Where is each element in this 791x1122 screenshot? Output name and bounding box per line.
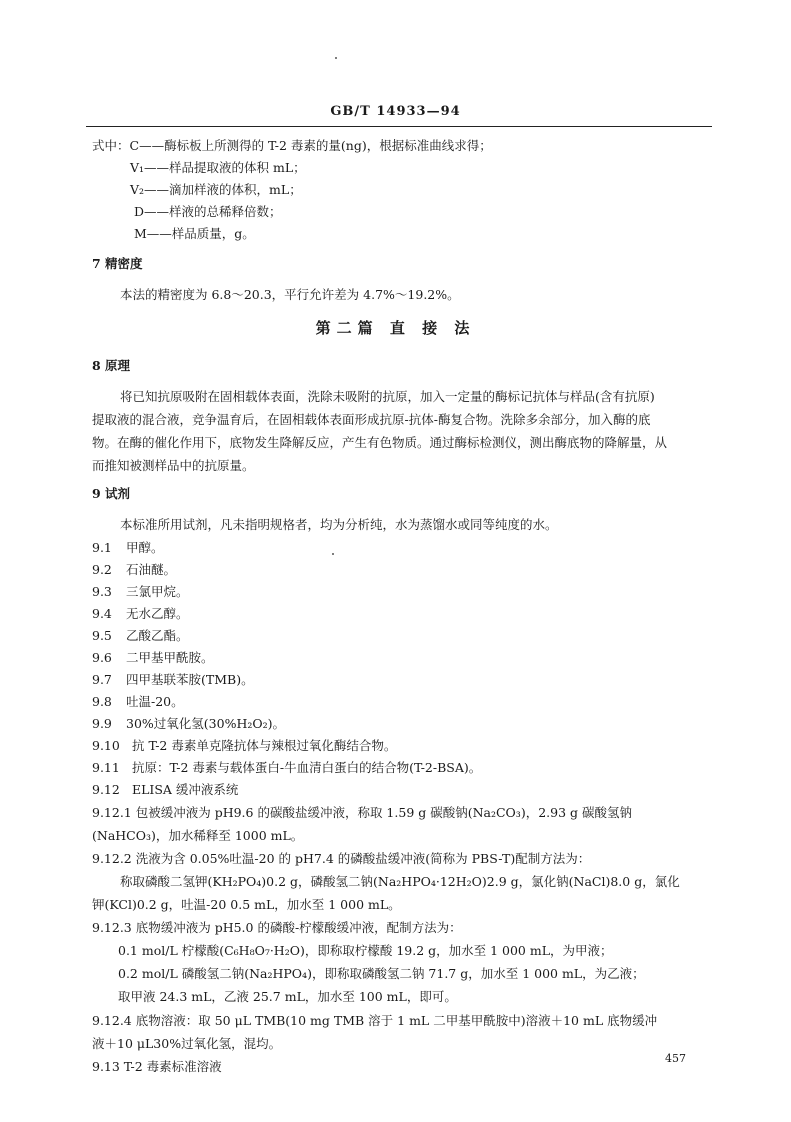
reagent-item: 9.4 无水乙醇。 [92,606,189,621]
reagent-item: 9.10 抗 T-2 毒素单克隆抗体与辣根过氧化酶结合物。 [92,738,397,753]
part-title: 第二篇 直 接 法 [315,319,476,337]
section-8-heading: 8 原理 [92,358,131,373]
reagent-item: 9.2 石油醚。 [92,562,177,577]
reagent-item: 9.11 抗原：T-2 毒素与载体蛋白-牛血清白蛋白的结合物(T-2-BSA)。 [92,760,482,775]
page-number: 457 [665,1052,686,1065]
reagent-item: 9.8 吐温-20。 [92,694,184,709]
reagent-item: 9.1 甲醇。 [92,540,164,555]
subsection-9-13: 9.13 T-2 毒素标准溶液 [92,1059,222,1074]
section-8-line: 而推知被测样品中的抗原量。 [92,458,255,473]
subsection-9-12-3: 9.12.3 底物缓冲液为 pH5.0 的磷酸-柠檬酸缓冲液，配制方法为： [92,920,462,935]
reagent-item: 9.6 二甲基甲酰胺。 [92,650,214,665]
formula-var-v2: V₂——滴加样液的体积，mL； [130,182,302,197]
subsection-9-12-2: 9.12.2 洗液为含 0.05%吐温-20 的 pH7.4 的磷酸盐缓冲液(简称为 PBS-T)配制方法为： [92,851,591,866]
subsection-9-12-1: 9.12.1 包被缓冲液为 pH9.6 的碳酸盐缓冲液，称取 1.59 g 碳酸钠(Na₂CO₃)，2.93 g 碳酸氢钠 [92,805,632,820]
section-7-heading: 7 精密度 [92,256,143,271]
scan-speck [332,553,334,555]
formula-var-d: D——样液的总稀释倍数； [134,204,282,219]
reagent-item: 9.7 四甲基联苯胺(TMB)。 [92,672,254,687]
section-8-line: 物。在酶的催化作用下，底物发生降解反应，产生有色物质。通过酶标检测仪，测出酶底物的降解量，从 [92,435,668,450]
section-8-line: 提取液的混合液，竞争温育后，在固相载体表面形成抗原-抗体-酶复合物。洗除多余部分，加入酶的底 [92,412,651,427]
section-9-intro: 本标准所用试剂，凡未指明规格者，均为分析纯，水为蒸馏水或同等纯度的水。 [120,517,558,532]
scan-speck [335,57,337,59]
subsection-9-12-2: 称取磷酸二氢钾(KH₂PO₄)0.2 g，磷酸氢二钠(Na₂HPO₄·12H₂O)2.9 g，氯化钠(NaCl)8.0 g，氯化 [120,874,680,889]
reagent-item: 9.12 ELISA 缓冲液系统 [92,782,239,797]
subsection-9-12-3: 0.2 mol/L 磷酸氢二钠(Na₂HPO₄)，即称取磷酸氢二钠 71.7 g，加水至 1 000 mL，为乙液； [118,966,645,981]
formula-intro: 式中：C——酶标板上所测得的 T-2 毒素的量(ng)，根据标准曲线求得； [92,138,492,153]
standard-code-header: GB/T 14933—94 [330,104,461,119]
formula-var-m: M——样品质量，g。 [134,226,255,241]
reagent-item: 9.5 乙酸乙酯。 [92,628,189,643]
subsection-9-12-1: (NaHCO₃)，加水稀释至 1000 mL。 [92,828,304,843]
section-7-text: 本法的精密度为 6.8～20.3，平行允许差为 4.7%～19.2%。 [120,287,460,302]
section-9-heading: 9 试剂 [92,486,131,501]
header-rule [86,126,712,127]
subsection-9-12-4: 9.12.4 底物溶液：取 50 μL TMB(10 mg TMB 溶于 1 mL 二甲基甲酰胺中)溶液＋10 mL 底物缓冲 [92,1013,658,1028]
section-8-line: 将已知抗原吸附在固相载体表面，洗除未吸附的抗原，加入一定量的酶标记抗体与样品(含有抗原) [120,389,655,404]
reagent-item: 9.3 三氯甲烷。 [92,584,189,599]
formula-var-v1: V₁——样品提取液的体积 mL； [130,160,306,175]
reagent-item: 9.9 30%过氧化氢(30%H₂O₂)。 [92,716,285,731]
subsection-9-12-3: 取甲液 24.3 mL，乙液 25.7 mL，加水至 100 mL，即可。 [118,989,457,1004]
subsection-9-12-4: 液＋10 μL30%过氧化氢，混均。 [92,1036,282,1051]
subsection-9-12-2: 钾(KCl)0.2 g，吐温-20 0.5 mL，加水至 1 000 mL。 [92,897,401,912]
subsection-9-12-3: 0.1 mol/L 柠檬酸(C₆H₈O₇·H₂O)，即称取柠檬酸 19.2 g，加水至 1 000 mL，为甲液； [118,943,613,958]
